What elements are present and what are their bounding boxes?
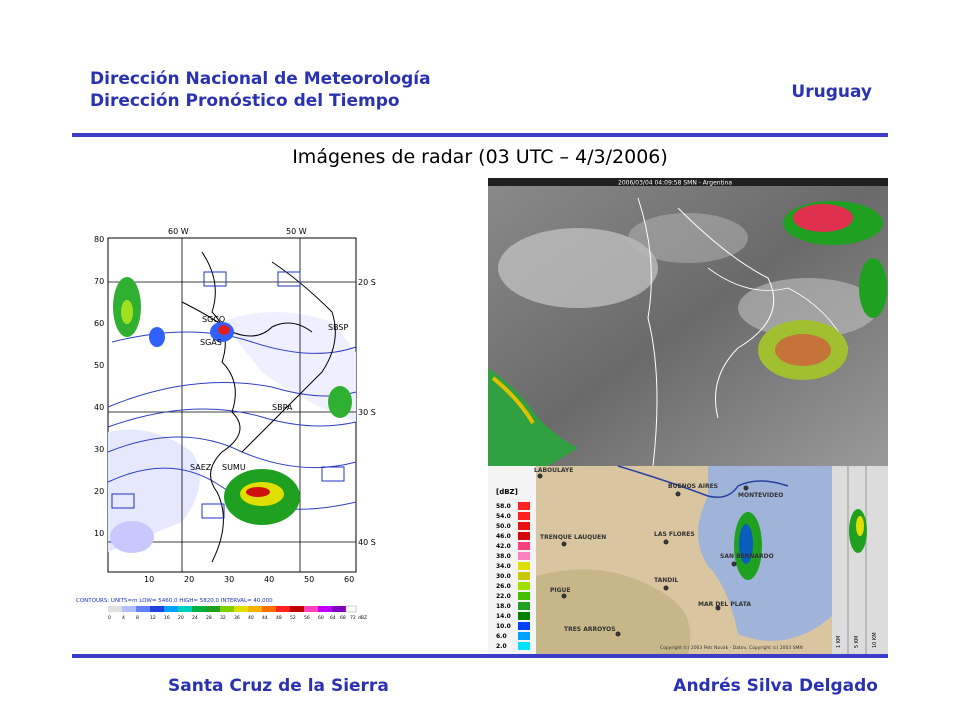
radar-unit: [dBZ] <box>496 488 518 496</box>
colorbar-swatch <box>262 606 276 612</box>
top-divider <box>72 133 888 137</box>
echo-core <box>246 487 270 497</box>
echo-core <box>793 204 853 232</box>
satellite-banner: 2006/03/04 04:09:58 SMN - Argentina <box>618 179 733 187</box>
header-block <box>90 68 431 112</box>
longitude-label: 50 W <box>286 227 307 236</box>
colorbar-swatch <box>248 606 262 612</box>
city-dot <box>664 586 669 591</box>
footer-author: Andrés Silva Delgado <box>673 676 878 696</box>
radar-scale-label: 2.0 <box>496 643 507 650</box>
colorbar-tick: 32 <box>220 616 226 621</box>
radar-scale-label: 46.0 <box>496 533 511 540</box>
latitude-label: 40 S <box>358 538 376 547</box>
radar-scale-swatch <box>518 592 530 600</box>
colorbar-swatch <box>234 606 248 612</box>
radar-copyright: Copyright (c) 2003 Petr Novák - Datov, Copyright (c) 2003 SMN <box>660 646 803 651</box>
radar-scale-label: 54.0 <box>496 513 511 520</box>
echo-core <box>775 334 831 366</box>
echo-cell <box>328 386 352 418</box>
footer-location: Santa Cruz de la Sierra <box>168 676 389 696</box>
cloud-mass <box>628 213 748 263</box>
y-tick-label: 70 <box>94 277 105 286</box>
x-tick-label: 50 <box>304 575 315 584</box>
colorbar-swatch <box>276 606 290 612</box>
radar-scale-label: 10.0 <box>496 623 511 630</box>
radar-scale-swatch <box>518 532 530 540</box>
radar-scale-swatch <box>518 632 530 640</box>
echo-cell <box>149 327 165 347</box>
satellite-image-svg <box>488 178 888 466</box>
x-tick-label: 60 <box>344 575 355 584</box>
radar-scale-label: 34.0 <box>496 563 511 570</box>
slide-title: Imágenes de radar (03 UTC – 4/3/2006) <box>292 146 668 168</box>
station-label: SGCO <box>202 315 226 324</box>
x-tick-label: 30 <box>224 575 235 584</box>
colorbar-swatch <box>136 606 150 612</box>
station-label: SAEZ <box>190 463 212 472</box>
radar-image-svg <box>488 466 888 654</box>
colorbar-tick: 8 <box>136 616 139 621</box>
radar-scale-swatch <box>518 502 530 510</box>
radar-scale-label: 58.0 <box>496 503 511 510</box>
x-tick-label: 40 <box>264 575 275 584</box>
contour-caption: CONTOURS: UNITS=m LOW= 5460.0 HIGH= 5820.0 INTERVAL= 40.000 <box>76 598 273 604</box>
longitude-label: 60 W <box>168 227 189 236</box>
side-label: 1 KM <box>836 635 842 648</box>
echo-light <box>110 521 154 553</box>
station-label: SBSP <box>328 323 349 332</box>
city-label: MAR DEL PLATA <box>698 601 751 608</box>
colorbar-tick: 28 <box>206 616 212 621</box>
model-radar-map-svg <box>72 222 376 622</box>
colorbar-ticks <box>108 615 367 621</box>
station-label: SUMU <box>222 463 246 472</box>
city-label: SAN BERNARDO <box>720 553 774 560</box>
radar-scale-label: 14.0 <box>496 613 511 620</box>
colorbar-swatch <box>178 606 192 612</box>
echo-core <box>218 325 230 335</box>
echo-cell <box>859 258 887 318</box>
colorbar-swatch <box>122 606 136 612</box>
colorbar-tick: 60 <box>318 616 324 621</box>
colorbar-swatch <box>304 606 318 612</box>
colorbar-tick: 16 <box>164 616 170 621</box>
radar-scale-swatch <box>518 572 530 580</box>
y-tick-label: 30 <box>94 445 105 454</box>
city-dot <box>732 562 737 567</box>
city-label: BUENOS AIRES <box>668 483 718 490</box>
latitude-label: 30 S <box>358 408 376 417</box>
city-dot <box>538 474 543 479</box>
colorbar-tick: 4 <box>122 616 125 621</box>
y-tick-label: 50 <box>94 361 105 370</box>
radar-scale-swatch <box>518 552 530 560</box>
radar-image <box>488 466 888 654</box>
model-radar-map <box>72 222 376 622</box>
side-label: 10 KM <box>872 632 878 648</box>
colorbar-tick: 20 <box>178 616 184 621</box>
colorbar-swatch <box>220 606 234 612</box>
radar-side-panel <box>832 466 888 654</box>
colorbar <box>108 606 356 612</box>
colorbar-tick: 36 <box>234 616 240 621</box>
echo-core <box>121 300 133 324</box>
station-label: SGAS <box>200 338 222 347</box>
colorbar-swatch <box>332 606 346 612</box>
y-tick-label: 40 <box>94 403 105 412</box>
colorbar-tick: 64 <box>330 616 336 621</box>
y-tick-label: 80 <box>94 235 105 244</box>
city-dot <box>562 594 567 599</box>
radar-scale-label: 18.0 <box>496 603 511 610</box>
colorbar-tick: 56 <box>304 616 310 621</box>
x-tick-label: 20 <box>184 575 195 584</box>
colorbar-swatch <box>318 606 332 612</box>
city-dot <box>562 542 567 547</box>
radar-scale-label: 30.0 <box>496 573 511 580</box>
x-tick-label: 10 <box>144 575 155 584</box>
header-line-1: Dirección Nacional de Meteorología <box>90 69 431 89</box>
radar-scale-swatch <box>518 562 530 570</box>
radar-scale-label: 6.0 <box>496 633 507 640</box>
radar-scale-swatch <box>518 642 530 650</box>
colorbar-tick: 40 <box>248 616 254 621</box>
radar-scale-swatch <box>518 542 530 550</box>
colorbar-swatch <box>290 606 304 612</box>
colorbar-tick: 12 <box>150 616 156 621</box>
city-label: PIGUE <box>550 587 571 594</box>
header-line-2: Dirección Pronóstico del Tiempo <box>90 91 400 111</box>
colorbar-swatch <box>206 606 220 612</box>
colorbar-tick: 72 <box>350 616 356 621</box>
colorbar-tick: 52 <box>290 616 296 621</box>
y-tick-label: 20 <box>94 487 105 496</box>
colorbar-swatch <box>346 606 356 612</box>
colorbar-swatch <box>192 606 206 612</box>
radar-scale-label: 38.0 <box>496 553 511 560</box>
colorbar-tick: 44 <box>262 616 268 621</box>
side-label: 5 KM <box>854 635 860 648</box>
city-dot <box>664 540 669 545</box>
colorbar-tick: 68 <box>340 616 346 621</box>
latitude-label: 20 S <box>358 278 376 287</box>
city-label: TANDIL <box>654 577 679 584</box>
radar-scale-label: 22.0 <box>496 593 511 600</box>
country-label: Uruguay <box>791 82 872 102</box>
colorbar-swatch <box>150 606 164 612</box>
colorbar-tick: 0 <box>108 616 111 621</box>
radar-scale-swatch <box>518 612 530 620</box>
city-label: LAS FLORES <box>654 531 695 538</box>
colorbar-tick: 48 <box>276 616 282 621</box>
radar-scale-label: 42.0 <box>496 543 511 550</box>
radar-scale-label: 26.0 <box>496 583 511 590</box>
colorbar-tick: 24 <box>192 616 198 621</box>
radar-scale-swatch <box>518 522 530 530</box>
station-label: SBPA <box>272 403 293 412</box>
echo-profile-core <box>856 516 864 536</box>
city-dot <box>676 492 681 497</box>
colorbar-swatch <box>108 606 122 612</box>
satellite-image <box>488 178 888 466</box>
radar-scale-swatch <box>518 622 530 630</box>
radar-scale-label: 50.0 <box>496 523 511 530</box>
radar-scale-swatch <box>518 512 530 520</box>
city-dot <box>616 632 621 637</box>
y-tick-label: 60 <box>94 319 105 328</box>
colorbar-tick: dBZ <box>358 616 368 621</box>
bottom-divider <box>72 654 888 658</box>
y-tick-label: 10 <box>94 529 105 538</box>
colorbar-swatch <box>164 606 178 612</box>
city-label: LABOULAYE <box>534 467 574 474</box>
radar-scale-swatch <box>518 582 530 590</box>
radar-scale-swatch <box>518 602 530 610</box>
city-label: MONTEVIDEO <box>738 492 784 499</box>
city-dot <box>744 486 749 491</box>
city-label: TRENQUE LAUQUEN <box>540 534 607 541</box>
city-label: TRES ARROYOS <box>564 626 616 633</box>
